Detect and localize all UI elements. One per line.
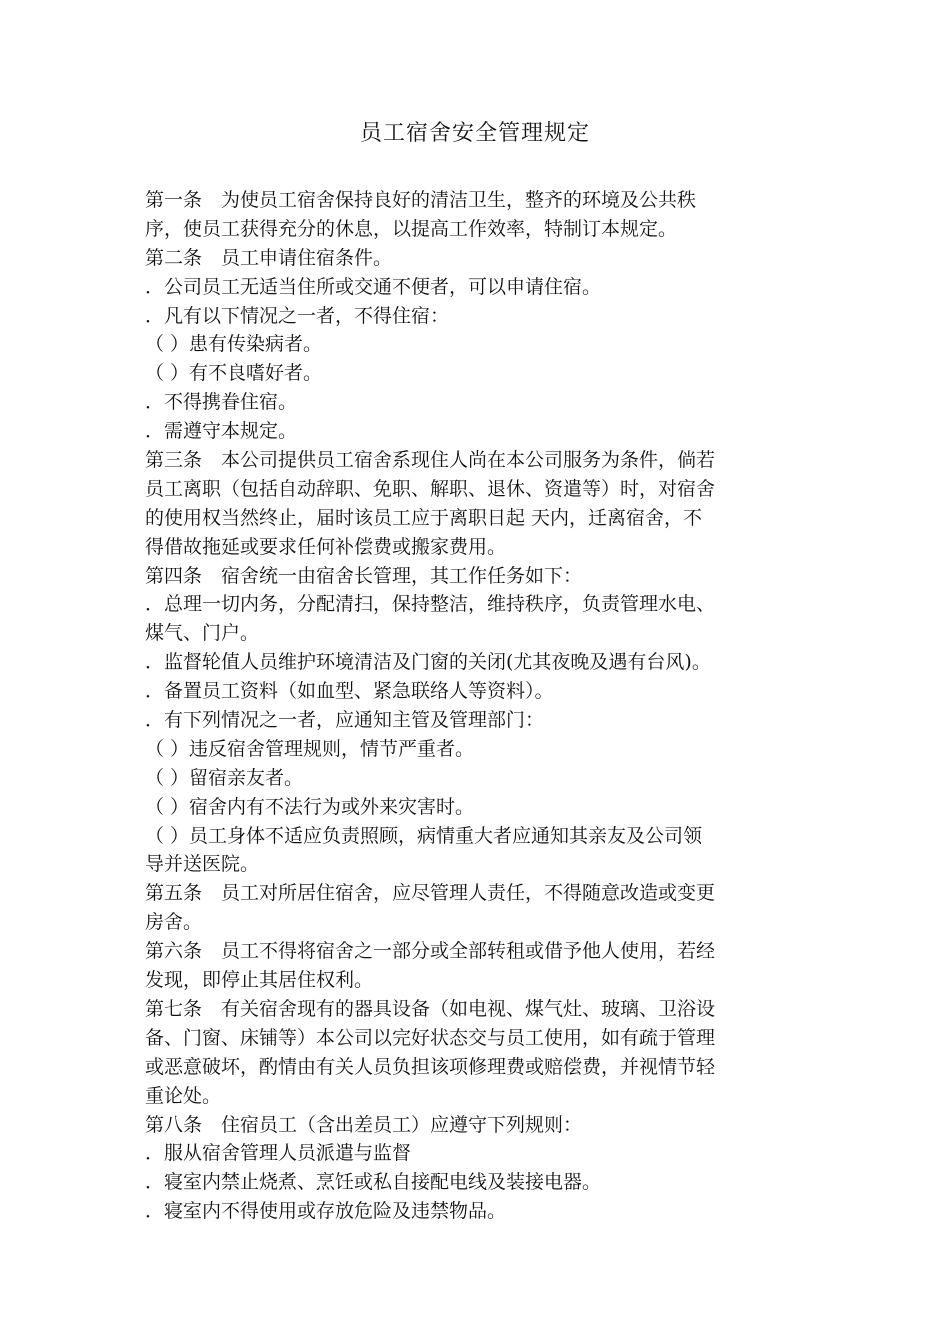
- text-line: ．有下列情况之一者，应通知主管及管理部门：: [145, 709, 545, 732]
- text-line: ．服从宿舍管理人员派遣与监督: [145, 1142, 412, 1165]
- text-line: ．备置员工资料（如血型、紧急联络人等资料）。: [145, 680, 554, 703]
- text-line: ．寝室内禁止烧煮、烹饪或私自接配电线及装接电器。: [145, 1171, 602, 1194]
- text-line: 发现，即停止其居住权利。: [145, 969, 374, 992]
- text-line: 重论处。: [145, 1084, 222, 1107]
- text-line: （ ）违反宿舍管理规则，情节严重者。: [145, 737, 475, 760]
- text-line: （ ）宿舍内有不法行为或外来灾害时。: [145, 795, 475, 818]
- text-line: 备、门窗、床铺等）本公司以完好状态交与员工使用，如有疏于管理: [145, 1026, 716, 1049]
- text-line: ．总理一切内务，分配清扫，保持整洁，维持秩序，负责管理水电、: [145, 593, 716, 616]
- text-line: 第二条 员工申请住宿条件。: [145, 246, 393, 269]
- text-line: 员工离职（包括自动辞职、免职、解职、退休、资遣等）时，对宿舍: [145, 477, 716, 500]
- text-line: （ ）员工身体不适应负责照顾，病情重大者应通知其亲友及公司领: [145, 824, 703, 847]
- text-line: 第八条 住宿员工（含出差员工）应遵守下列规则：: [145, 1113, 583, 1136]
- text-line: ．需遵守本规定。: [145, 420, 298, 443]
- text-line: 的使用权当然终止，届时该员工应于离职日起 天内，迁离宿舍，不: [145, 506, 703, 529]
- text-line: 第六条 员工不得将宿舍之一部分或全部转租或借予他人使用，若经: [145, 940, 716, 963]
- document-title: 员工宿舍安全管理规定: [359, 121, 590, 146]
- text-line: ．不得携眷住宿。: [145, 391, 298, 414]
- text-line: （ ）有不良嗜好者。: [145, 362, 323, 385]
- text-line: ．寝室内不得使用或存放危险及违禁物品。: [145, 1200, 507, 1223]
- text-line: 第五条 员工对所居住宿舍，应尽管理人责任，不得随意改造或变更: [145, 882, 716, 905]
- text-line: 或恶意破坏，酌情由有关人员负担该项修理费或赔偿费，并视情节轻: [145, 1055, 716, 1078]
- text-line: 煤气、门户。: [145, 622, 260, 645]
- document-body: [145, 186, 810, 1226]
- text-line: 序，使员工获得充分的休息，以提高工作效率，特制订本规定。: [145, 217, 678, 240]
- text-line: 房舍。: [145, 911, 203, 934]
- text-line: 第七条 有关宿舍现有的器具设备（如电视、煤气灶、玻璃、卫浴设: [145, 997, 716, 1020]
- text-line: 导并送医院。: [145, 853, 260, 876]
- text-line: 第四条 宿舍统一由宿舍长管理，其工作任务如下：: [145, 564, 583, 587]
- text-line: 第一条 为使员工宿舍保持良好的清洁卫生，整齐的环境及公共秩: [145, 189, 697, 211]
- text-line: ．凡有以下情况之一者，不得住宿：: [145, 304, 450, 327]
- text-line: ．公司员工无适当住所或交通不便者，可以申请住宿。: [145, 275, 602, 298]
- text-line: （ ）留宿亲友者。: [145, 766, 304, 789]
- text-line: （ ）患有传染病者。: [145, 333, 323, 356]
- text-line: 得借故拖延或要求任何补偿费或搬家费用。: [145, 535, 507, 558]
- text-line: ．监督轮值人员维护环境清洁及门窗的关闭(尤其夜晚及遇有台风)。: [145, 651, 711, 674]
- text-line: 第三条 本公司提供员工宿舍系现住人尚在本公司服务为条件，倘若: [145, 449, 716, 472]
